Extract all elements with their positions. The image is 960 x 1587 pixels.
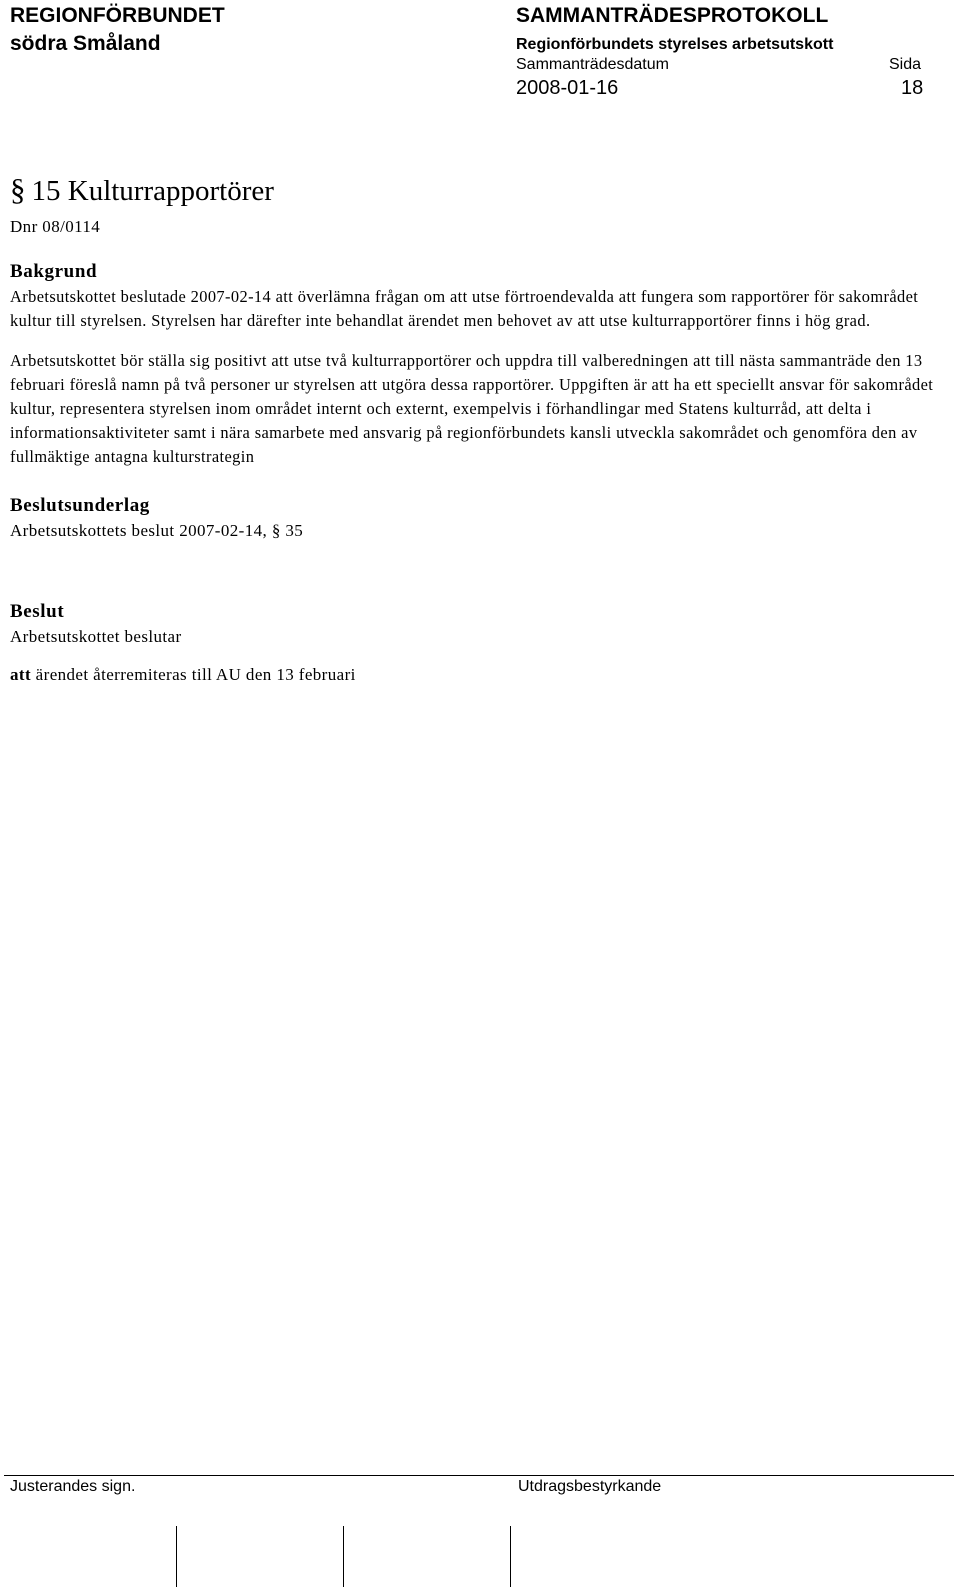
meeting-date: 2008-01-16 [516, 77, 619, 99]
bakgrund-heading: Bakgrund [10, 261, 98, 282]
committee-name: Regionförbundets styrelses arbetsutskott [516, 36, 834, 53]
signature-box-divider-2 [343, 1526, 344, 1587]
beslut-line-1: Arbetsutskottet beslutar [10, 627, 182, 646]
section-symbol: § [10, 172, 26, 207]
beslut-heading: Beslut [10, 601, 65, 622]
bakgrund-paragraph-1: Arbetsutskottet beslutade 2007-02-14 att överlämna frågan om att utse förtroendevalda att fungera som rapportörer för sakområdet kultur till styrelsen. Styrelsen har därefter inte behandlat ärendet men behovet av att utse kulturrapportörer finns i hög grad. [10, 287, 919, 330]
page-number: 18 [901, 77, 924, 99]
signature-box-divider-1 [176, 1526, 177, 1587]
organization-name: REGIONFÖRBUNDET [10, 4, 225, 27]
extract-certification-label: Utdragsbestyrkande [518, 1478, 662, 1495]
diary-number: Dnr 08/0114 [10, 217, 101, 236]
beslutsunderlag-text: Arbetsutskottets beslut 2007-02-14, § 35 [10, 521, 304, 540]
bakgrund-paragraph-2: Arbetsutskottet bör ställa sig positivt att utse två kulturrapportörer och uppdra till valberedningen att till nästa sammanträde den 13 februari föreslå namn på två personer ur styrelsen att utgöra dessa rapportörer. Uppgiften är att ha ett speciellt ansvar för sakområdet kultur, representera styrelsen inom området internt och externt, exempelvis i förhandlingar med Statens kulturråd, att delta i informationsaktiviteter samt i nära samarbete med ansvarig på regionförbundets kansli utveckla sakområdet och genomföra den av fullmäktige antagna kulturstrategin [10, 351, 934, 466]
protocol-section [10, 170, 945, 687]
document-title: SAMMANTRÄDESPROTOKOLL [516, 4, 829, 27]
adjusters-signature-label: Justerandes sign. [10, 1478, 136, 1495]
organization-region: södra Småland [10, 32, 161, 55]
signature-box-divider-3 [510, 1526, 511, 1587]
beslut-att: att [10, 665, 32, 684]
meeting-date-label: Sammanträdesdatum [516, 56, 669, 73]
beslut-line-2 [10, 663, 945, 687]
footer-divider [4, 1475, 954, 1476]
section-title: 15 Kulturrapportörer [31, 175, 274, 207]
beslutsunderlag-heading: Beslutsunderlag [10, 495, 150, 516]
page-label: Sida [889, 56, 922, 73]
beslut-decision-text: ärendet återremiteras till AU den 13 februari [31, 665, 356, 684]
section-heading [10, 170, 945, 211]
